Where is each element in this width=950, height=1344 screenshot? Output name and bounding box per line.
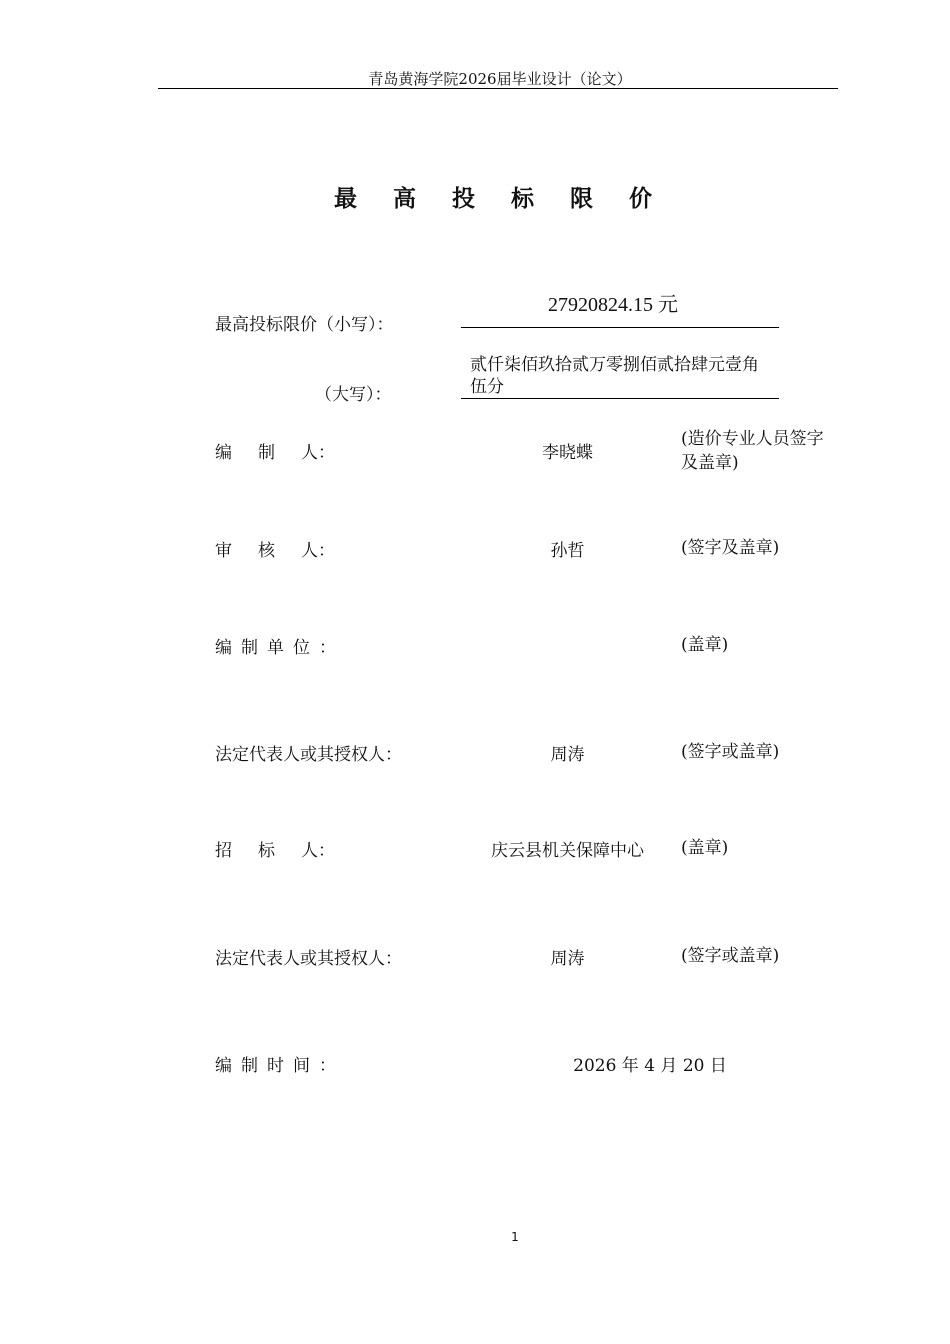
price-small-underline bbox=[461, 327, 779, 328]
legal-rep-label-1: 法定代表人或其授权人： bbox=[215, 745, 402, 765]
page-title: 最 高 投 标 限 价 bbox=[333, 186, 667, 212]
legal-rep-note-1: (签字或盖章) bbox=[681, 742, 780, 762]
tenderer-name: 庆云县机关保障中心 bbox=[491, 841, 644, 861]
legal-rep-name-2: 周涛 bbox=[550, 949, 585, 969]
running-header: 青岛黄海学院2026届毕业设计（论文） bbox=[368, 70, 632, 88]
tenderer-note: (盖章) bbox=[681, 838, 729, 858]
price-large-value: 贰仟柒佰玖拾贰万零捌佰贰拾肆元壹角伍分 bbox=[470, 355, 759, 397]
legal-rep-note-2: (签字或盖章) bbox=[681, 946, 780, 966]
header-rule bbox=[158, 88, 838, 89]
legal-rep-label-2: 法定代表人或其授权人： bbox=[215, 949, 402, 969]
reviewer-note: (签字及盖章) bbox=[681, 538, 780, 558]
compiler-note: (造价专业人员签字及盖章) bbox=[681, 429, 824, 473]
compile-date: 2026 年 4 月 20 日 bbox=[573, 1056, 727, 1076]
reviewer-label: 审核人： bbox=[215, 541, 335, 561]
legal-rep-name-1: 周涛 bbox=[550, 745, 585, 765]
price-small-label: 最高投标限价（小写）： bbox=[215, 315, 394, 335]
compiler-name: 李晓蝶 bbox=[542, 443, 593, 463]
price-large-underline bbox=[461, 398, 779, 399]
compiling-unit-note: (盖章) bbox=[681, 635, 729, 655]
page-number: 1 bbox=[511, 1230, 519, 1244]
tenderer-label: 招标人： bbox=[215, 841, 335, 861]
date-label: 编制时间： bbox=[215, 1056, 336, 1076]
reviewer-name: 孙哲 bbox=[550, 541, 585, 561]
price-large-label: （大写）： bbox=[315, 385, 392, 405]
compiler-label: 编制人： bbox=[215, 443, 335, 463]
price-small-value: 27920824.15 元 bbox=[548, 294, 678, 316]
compiling-unit-label: 编制单位： bbox=[215, 638, 336, 658]
